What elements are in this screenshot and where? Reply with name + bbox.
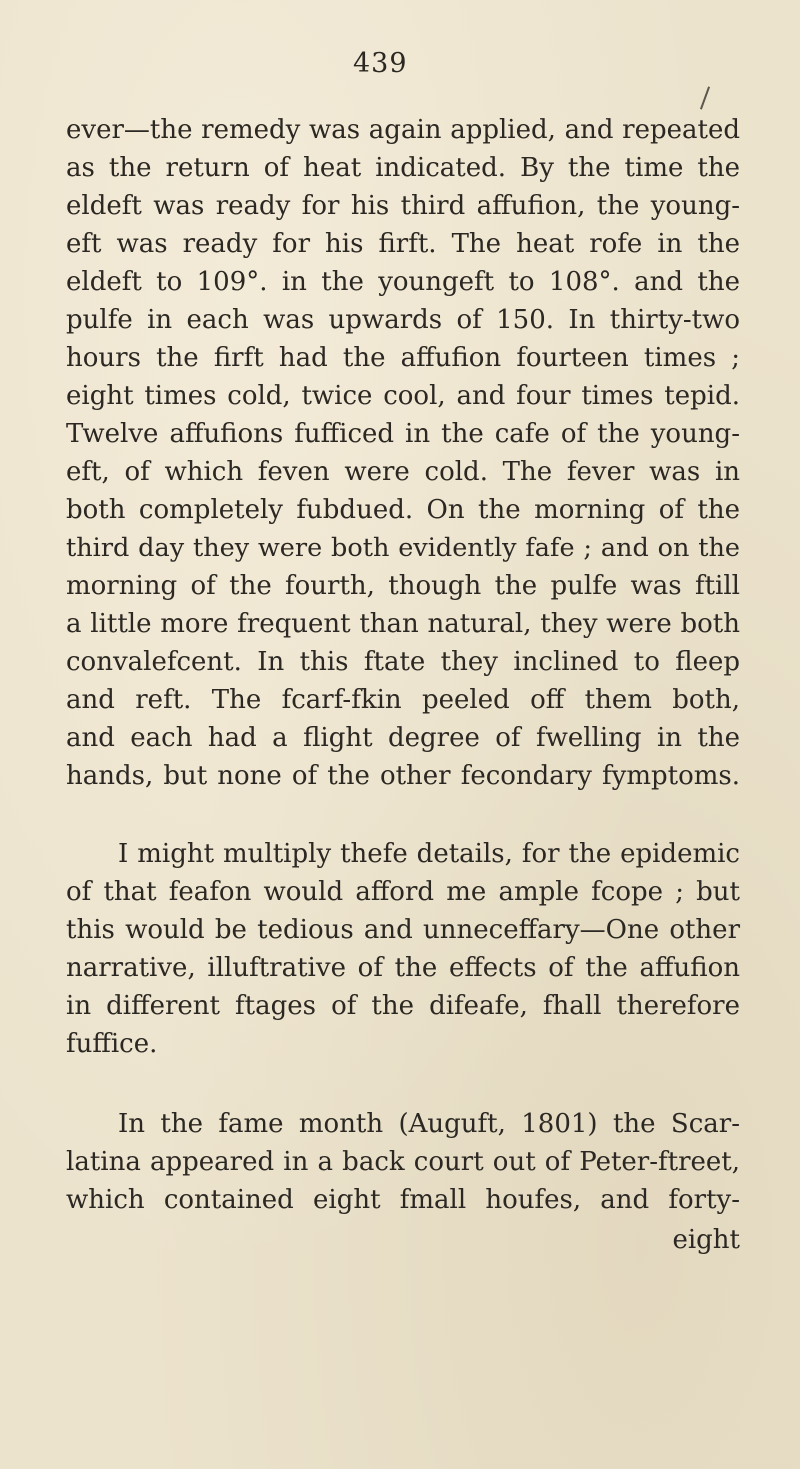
text-line: pulfe in each was upwards of 150. In thirty-two: [66, 305, 740, 335]
text-line: eldeft to 109°. in the youngeft to 108°. and the: [66, 267, 740, 297]
text-line: fuffice.: [66, 1029, 158, 1059]
text-line: eight times cold, twice cool, and four times tepid.: [66, 381, 740, 411]
text-line: narrative, illuftrative of the effects of the affufion: [66, 953, 740, 983]
text-line: and reft. The fcarf-fkin peeled off them both,: [66, 685, 740, 715]
text-line: latina appeared in a back court out of Peter-ftreet,: [66, 1147, 740, 1177]
text-line: I might multiply thefe details, for the epidemic: [118, 839, 740, 869]
text-line: eldeft was ready for his third affufion, the young-: [66, 191, 740, 221]
text-line: as the return of heat indicated. By the time the: [66, 153, 740, 183]
text-line: eft, of which feven were cold. The fever was in: [66, 457, 740, 487]
text-line: in different ftages of the difeafe, fhall therefore: [66, 991, 740, 1021]
text-line: both completely fubdued. On the morning of the: [66, 495, 740, 525]
text-line: convalefcent. In this ftate they inclined to fleep: [66, 647, 740, 677]
catchword: eight: [672, 1225, 740, 1255]
text-line: ever—the remedy was again applied, and repeated: [66, 115, 740, 145]
text-line: of that feafon would afford me ample fcope ; but: [66, 877, 740, 907]
text-line: a little more frequent than natural, they were both: [66, 609, 740, 639]
page-number: 439: [353, 48, 408, 79]
text-line: In the fame month (Auguft, 1801) the Scar-: [118, 1109, 740, 1139]
margin-mark: [700, 86, 710, 109]
text-line: eft was ready for his firft. The heat rofe in the: [66, 229, 740, 259]
text-line: hands, but none of the other fecondary fymptoms.: [66, 761, 740, 791]
text-line: which contained eight fmall houfes, and forty-: [66, 1185, 740, 1215]
text-line: morning of the fourth, though the pulfe was ftill: [66, 571, 740, 601]
text-line: Twelve affufions fufficed in the cafe of the young-: [66, 419, 740, 449]
text-line: and each had a flight degree of fwelling in the: [66, 723, 740, 753]
text-line: third day they were both evidently fafe ; and on the: [66, 533, 740, 563]
text-line: hours the firft had the affufion fourteen times ;: [66, 343, 740, 373]
text-line: this would be tedious and unneceffary—One other: [66, 915, 740, 945]
